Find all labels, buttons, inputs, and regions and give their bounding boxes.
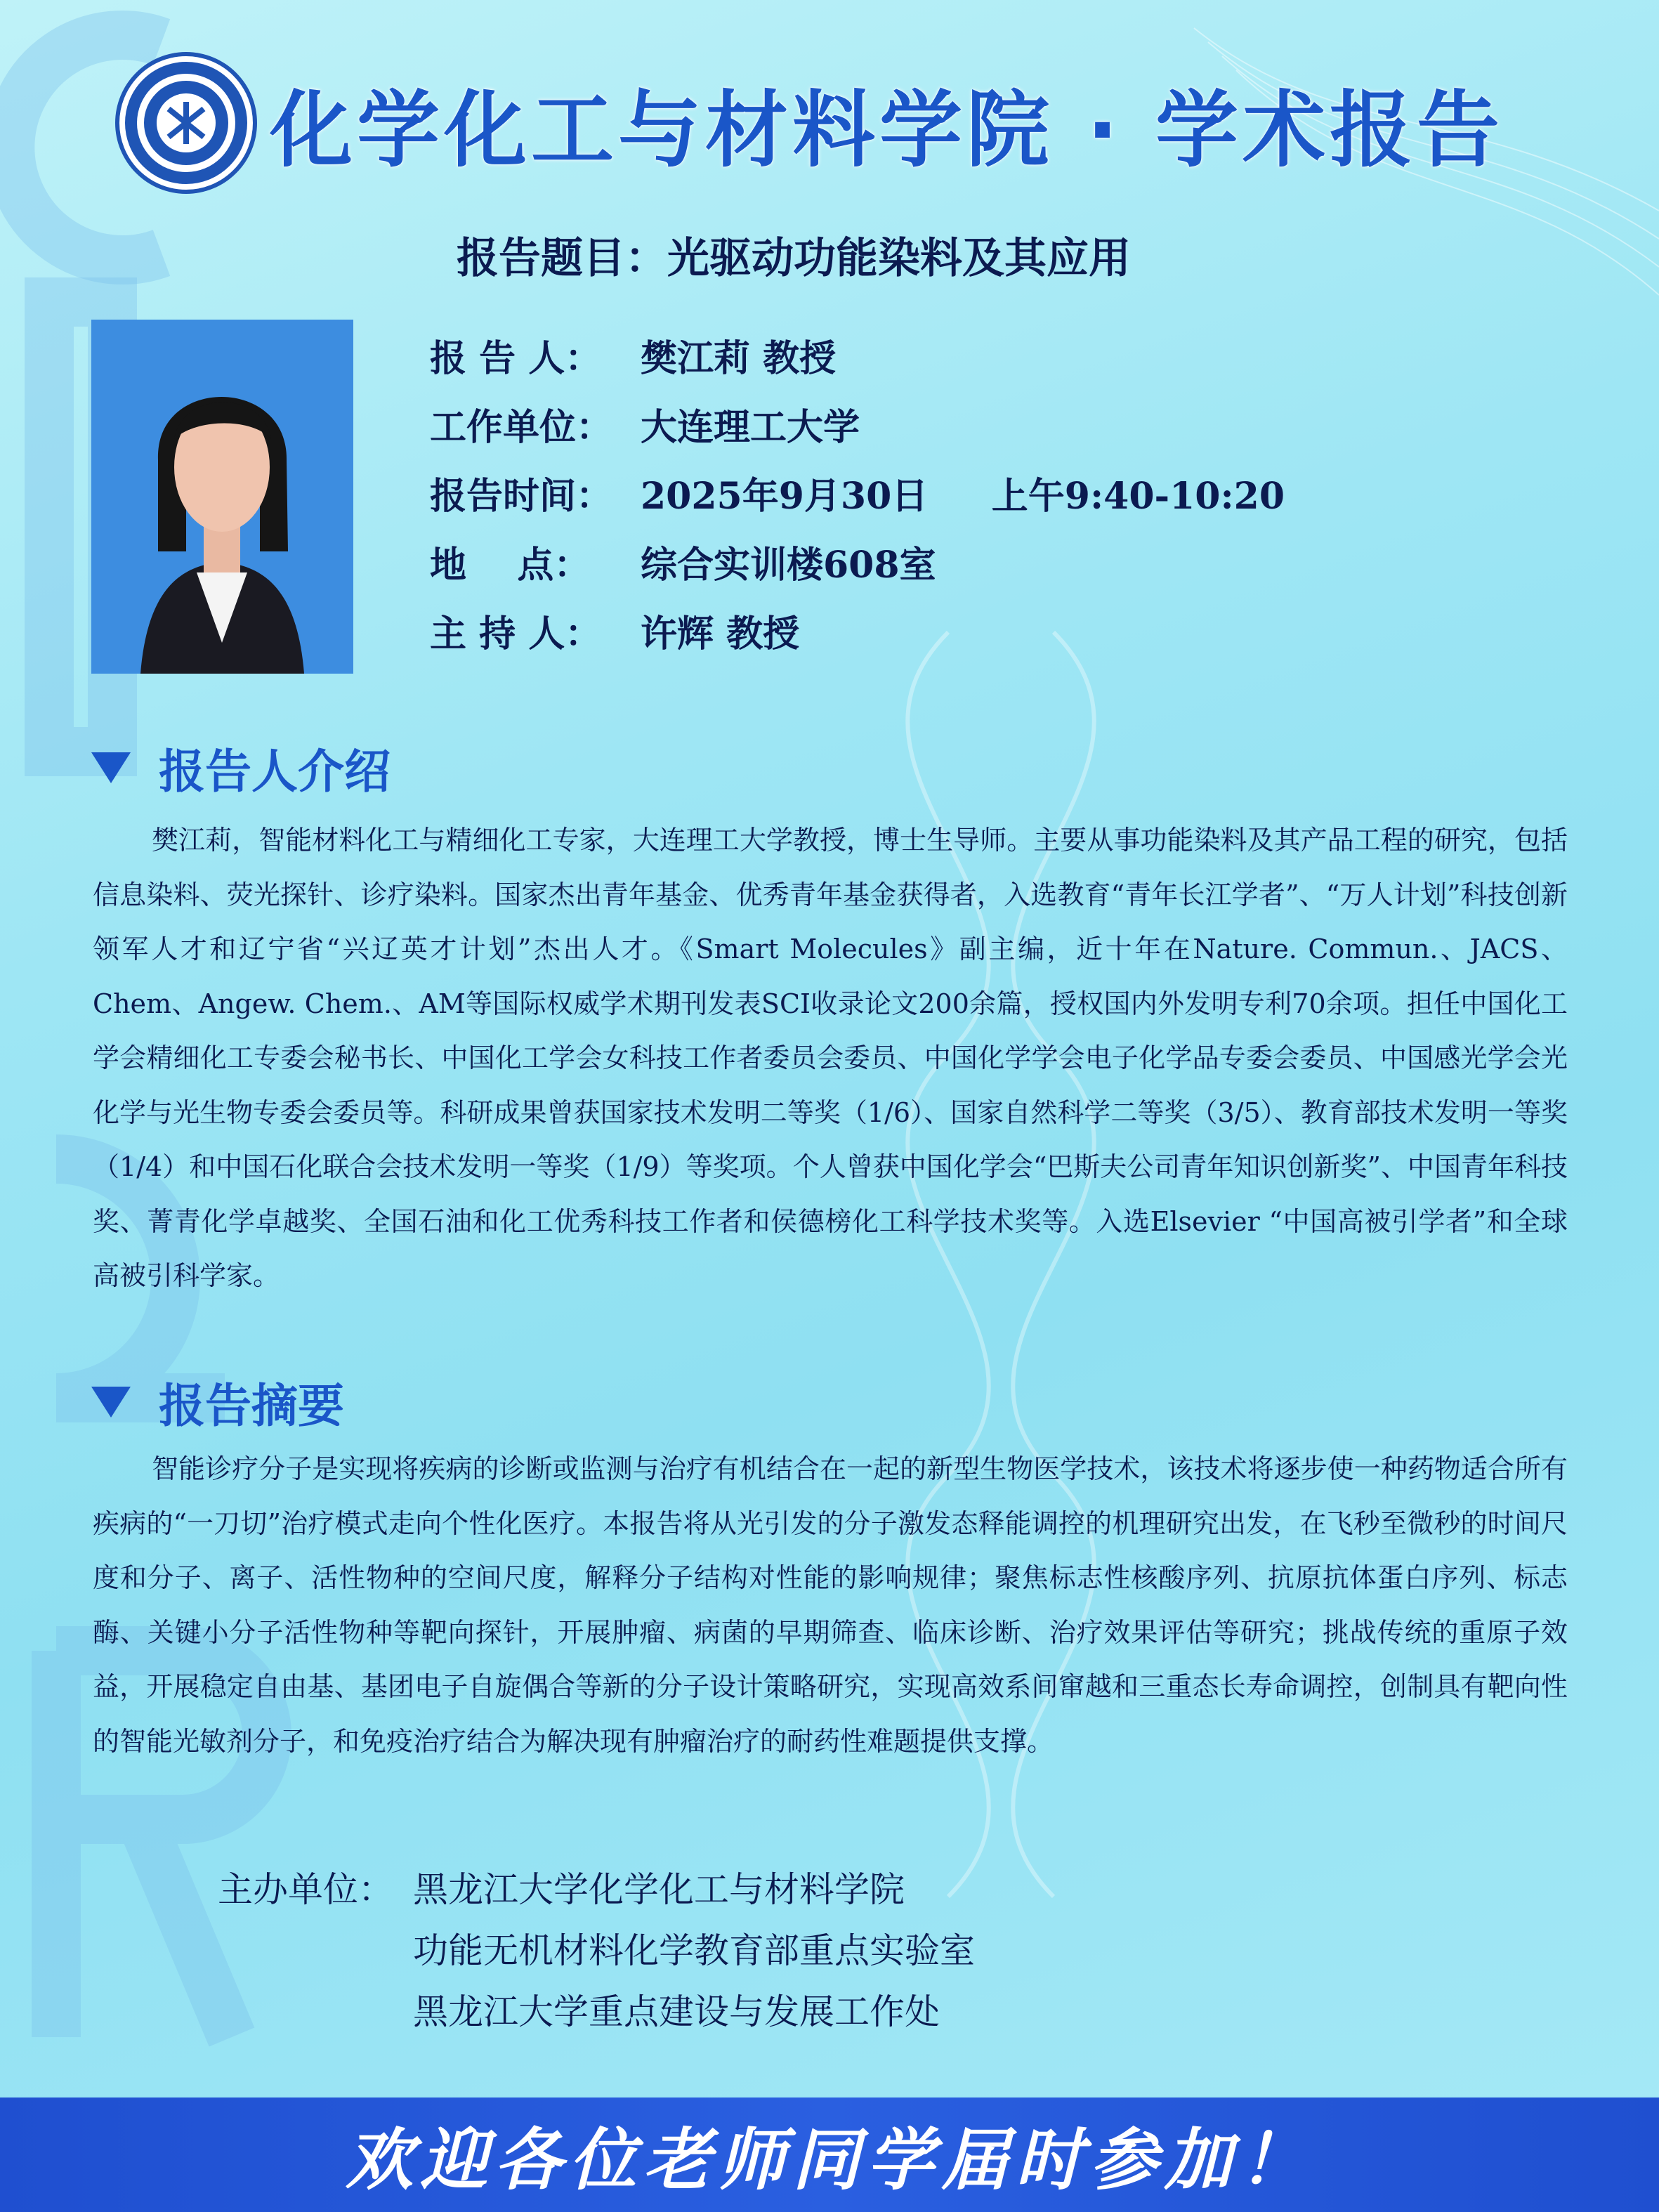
info-label: 地 点： [430, 544, 591, 587]
university-seal-icon [119, 56, 253, 190]
info-value: 综合实训楼608室 [641, 544, 936, 587]
info-row-host [430, 604, 1285, 673]
info-row-location [430, 535, 1285, 604]
abstract-section-title [91, 1368, 344, 1435]
topic-value: 光驱动功能染料及其应用 [667, 234, 1131, 283]
abstract-paragraph: 智能诊疗分子是实现将疾病的诊断或监测与治疗有机结合在一起的新型生物医学技术，该技术将逐步使一种药物适合所有疾病的“一刀切”治疗模式走向个性化医疗。本报告将从光引发的分子激发态释能调控的机理研究出发，在飞秒至微秒的时间尺度和分子、离子、活性物种的空间尺度，解释分子结构对性能的影响规律；聚焦标志性核酸序列、抗原抗体蛋白序列、标志酶、关键小分子活性物种等靶向探针，开展肿瘤、病菌的早期筛查、临床诊断、治疗效果评估等研究；挑战传统的重原子效益，开展稳定自由基、基团电子自旋偶合等新的分子设计策略研究，实现高效系间窜越和三重态长寿命调控，创制具有靶向性的智能光敏剂分子，和免疫治疗结合为解决现有肿瘤治疗的耐药性难题提供支撑。 [93, 1453, 1568, 1757]
sponsor-list [413, 1861, 975, 2045]
bio-paragraph: 樊江莉，智能材料化工与精细化工专家，大连理工大学教授，博士生导师。主要从事功能染料及其产品工程的研究，包括信息染料、荧光探针、诊疗染料。国家杰出青年基金、优秀青年基金获得者，入选教育“青年长江学者”、“万人计划”科技创新领军人才和辽宁省“兴辽英才计划”杰出人才。《Smart Molecules》副主编，近十年在Nature. Commun.、JACS、Chem、Angew. Chem.、AM等国际权威学术期刊发表SCI收录论文200余篇，授权国内外发明专利70余项。担任中国化工学会精细化工专委会秘书长、中国化工学会女科技工作者委员会委员、中国化学学会电子化学品专委会委员、中国感光学会光化学与光生物专委会委员等。科研成果曾获国家技术发明二等奖（1/6）、国家自然科学二等奖（3/5）、教育部技术发明一等奖（1/4）和中国石化联合会技术发明一等奖（1/9）等奖项。个人曾获中国化学会“巴斯夫公司青年知识创新奖”、中国青年科技奖、菁青化学卓越奖、全国石油和化工优秀科技工作者和侯德榜化工科学技术奖等。入选Elsevier “中国高被引学者”和全球高被引科学家。 [93, 825, 1568, 1291]
info-label: 报 告 人： [430, 337, 602, 380]
sponsor-item: 黑龙江大学重点建设与发展工作处 [413, 1991, 940, 2032]
header [119, 56, 1504, 190]
info-label: 主 持 人： [430, 613, 602, 655]
info-row-time [430, 466, 1285, 535]
info-value: 樊江莉 教授 [641, 337, 837, 380]
footer-text: 欢迎各位老师同学届时参加！ [346, 2121, 1313, 2199]
page-title: 化学化工与材料学院 · 学术报告 [270, 81, 1504, 178]
sponsor-block [218, 1861, 975, 2045]
speaker-photo [91, 320, 353, 674]
report-topic [457, 225, 1131, 285]
abstract-title-text: 报告摘要 [159, 1379, 344, 1433]
info-value: 大连理工大学 [641, 406, 860, 449]
info-row-speaker [430, 329, 1285, 398]
info-value: 许辉 教授 [641, 613, 800, 655]
bio-section-title [91, 734, 391, 801]
bio-title-text: 报告人介绍 [159, 745, 391, 799]
info-row-affiliation [430, 398, 1285, 466]
info-block [430, 329, 1285, 673]
sponsor-item: 黑龙江大学化学化工与材料学院 [413, 1869, 905, 1910]
info-label: 工作单位： [430, 406, 613, 449]
triangle-down-icon [91, 752, 131, 783]
info-value: 2025年9月30日 上午9:40-10:20 [641, 475, 1285, 518]
topic-label: 报告题目： [457, 234, 667, 283]
info-label: 报告时间： [430, 475, 613, 518]
triangle-down-icon [91, 1387, 131, 1418]
sponsor-label: 主办单位： [218, 1869, 393, 1910]
sponsor-item: 功能无机材料化学教育部重点实验室 [413, 1930, 975, 1971]
footer-banner [0, 2098, 1659, 2212]
